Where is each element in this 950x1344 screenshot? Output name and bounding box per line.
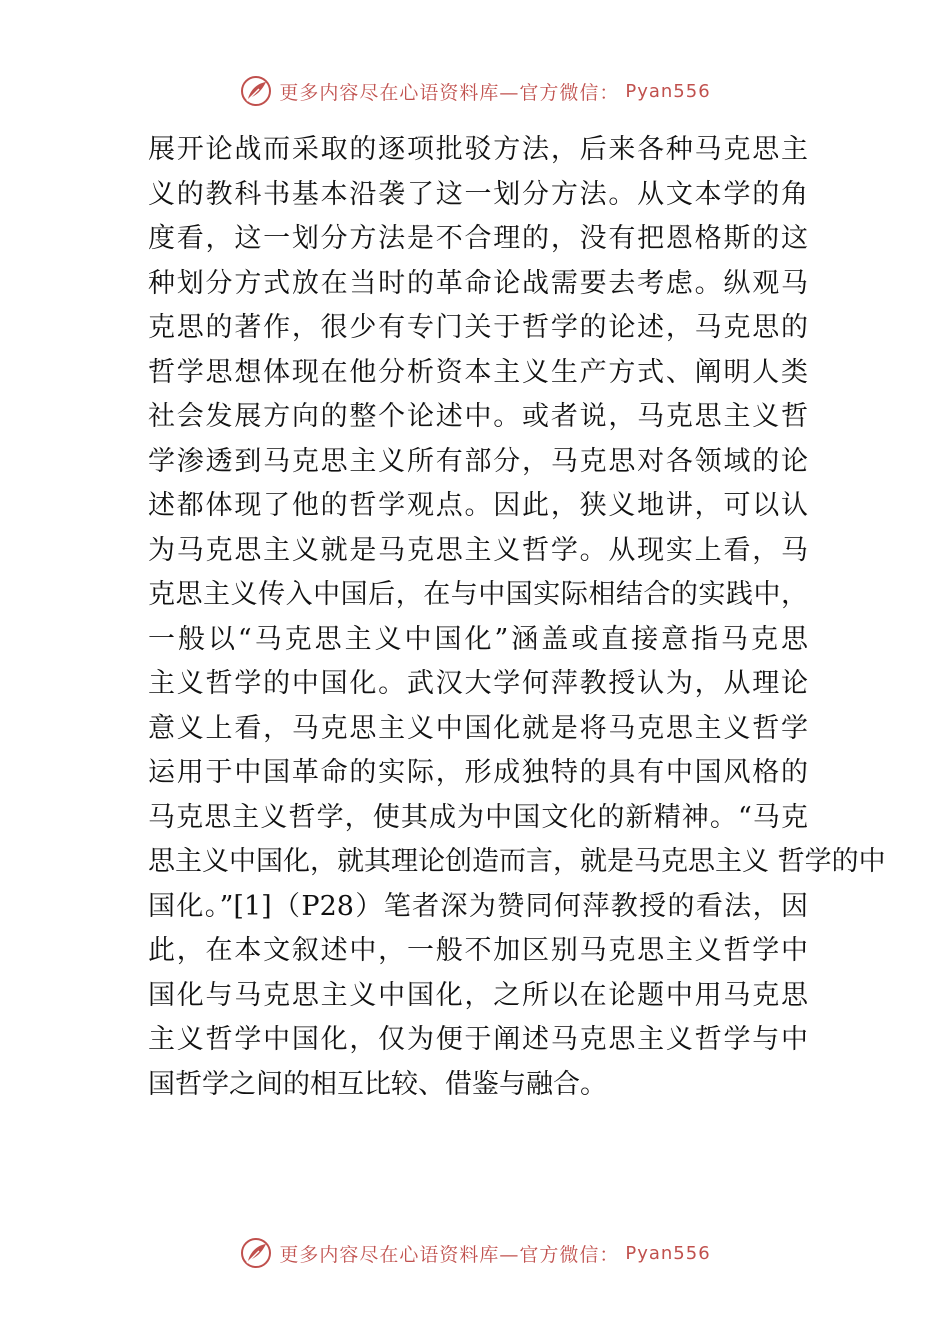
body-line: 种划分方式放在当时的革命论战需要去考虑。纵观马 xyxy=(148,267,808,299)
header-watermark xyxy=(0,74,950,108)
body-line: 为马克思主义就是马克思主义哲学。从现实上看，马 xyxy=(148,534,808,566)
header-watermark-text: 更多内容尽在心语资料库—官方微信： xyxy=(279,81,620,104)
leaf-logo-icon xyxy=(239,74,273,108)
body-line: 一般以“马克思主义中国化”涵盖或直接意指马克思 xyxy=(148,623,808,655)
body-line: 述都体现了他的哲学观点。因此，狭义地讲，可以认 xyxy=(148,490,808,521)
body-line: 国化。”[1]（P28）笔者深为赞同何萍教授的看法，因 xyxy=(148,890,808,922)
body-line: 哲学思想体现在他分析资本主义生产方式、阐明人类 xyxy=(148,356,808,388)
footer-watermark xyxy=(0,1236,950,1270)
body-line: 意义上看，马克思主义中国化就是将马克思主义哲学 xyxy=(148,712,808,744)
body-line: 克思主义传入中国后，在与中国实际相结合的实践中， xyxy=(148,579,808,610)
body-line: 此，在本文叙述中，一般不加区别马克思主义哲学中 xyxy=(148,935,808,966)
body-line: 主义哲学中国化，仅为便于阐述马克思主义哲学与中 xyxy=(148,1024,808,1055)
body-line: 国哲学之间的相互比较、借鉴与融合。 xyxy=(148,1068,607,1100)
body-line: 学渗透到马克思主义所有部分，马克思对各领域的论 xyxy=(148,445,808,477)
body-text xyxy=(148,128,886,1107)
body-line: 主义哲学的中国化。武汉大学何萍教授认为，从理论 xyxy=(148,668,808,699)
footer-watermark-text: 更多内容尽在心语资料库—官方微信： xyxy=(279,1243,620,1266)
body-line: 展开论战而采取的逐项批驳方法，后来各种马克思主 xyxy=(148,134,808,165)
body-line: 国化与马克思主义中国化，之所以在论题中用马克思 xyxy=(148,979,808,1011)
body-line: 社会发展方向的整个论述中。或者说，马克思主义哲 xyxy=(148,401,808,432)
body-line: 马克思主义哲学，使其成为中国文化的新精神。“马克 xyxy=(148,801,808,833)
body-line: 思主义中国化，就其理论创造而言，就是马克思主义 哲学的中 xyxy=(148,846,886,877)
body-line: 义的教科书基本沿袭了这一划分方法。从文本学的角 xyxy=(148,178,808,210)
body-line: 克思的著作，很少有专门关于哲学的论述，马克思的 xyxy=(148,312,808,343)
header-watermark-id: Pyan556 xyxy=(625,80,711,102)
leaf-logo-icon xyxy=(239,1236,273,1270)
body-line: 度看，这一划分方法是不合理的，没有把恩格斯的这 xyxy=(148,223,808,254)
body-line: 运用于中国革命的实际，形成独特的具有中国风格的 xyxy=(148,757,808,788)
footer-watermark-id: Pyan556 xyxy=(625,1242,711,1264)
